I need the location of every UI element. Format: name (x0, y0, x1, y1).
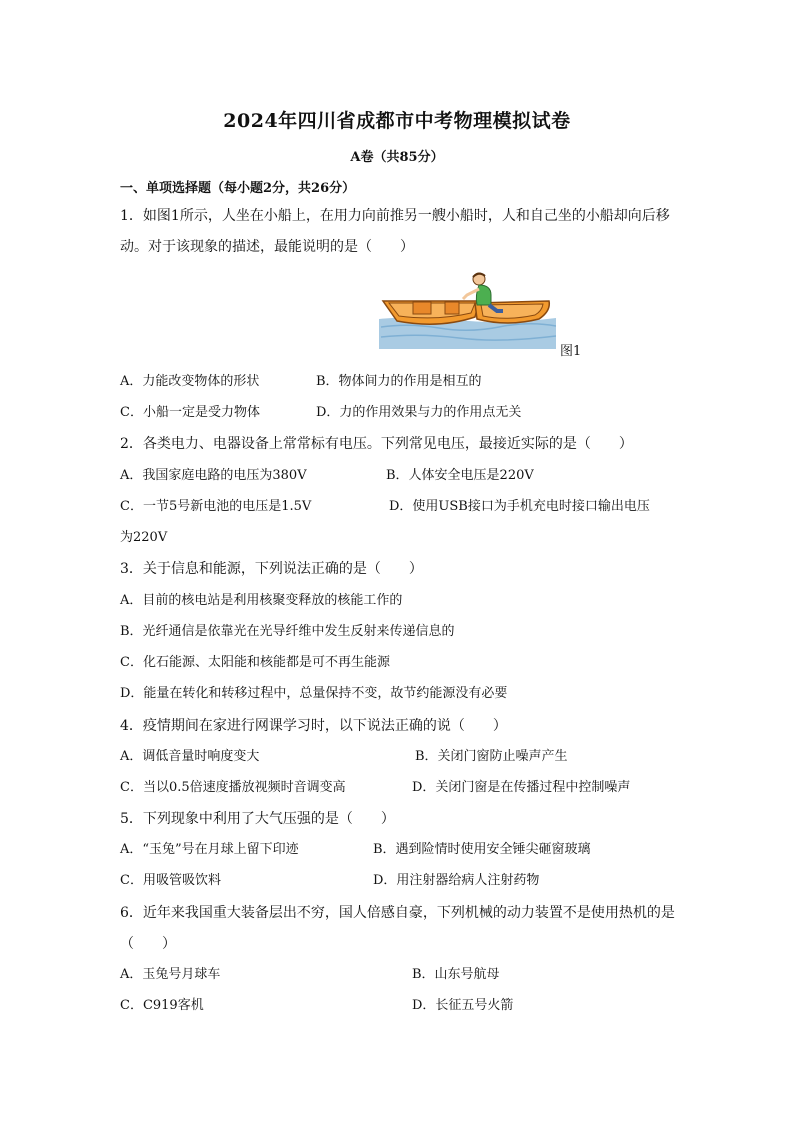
question-2-option-c: C．一节5号新电池的电压是1.5V (120, 499, 312, 514)
section-heading: 一、单项选择题（每小题2分，共26分） (120, 181, 356, 196)
paper-subtitle: A卷（共85分） (350, 150, 444, 165)
question-1-option-c: C．小船一定是受力物体 (120, 405, 260, 420)
question-3-option-d: D．能量在转化和转移过程中，总量保持不变，故节约能源没有必要 (120, 686, 508, 701)
question-6-option-a: A．玉兔号月球车 (120, 967, 221, 982)
question-2-option-b: B．人体安全电压是220V (386, 468, 534, 483)
question-1-option-a: A．力能改变物体的形状 (120, 374, 260, 389)
question-4-option-a: A．调低音量时响度变大 (120, 749, 260, 764)
question-3-option-a: A．目前的核电站是利用核聚变释放的核能工作的 (120, 593, 403, 608)
question-5-option-c: C．用吸管吸饮料 (120, 873, 221, 888)
figure-caption: 图1 (560, 344, 582, 359)
question-3-stem: 3．关于信息和能源，下列说法正确的是（ ） (120, 561, 423, 577)
question-3-option-c: C．化石能源、太阳能和核能都是可不再生能源 (120, 655, 390, 670)
question-5-option-d: D．用注射器给病人注射药物 (373, 873, 540, 888)
question-6-stem-line-1: 6．近年来我国重大装备层出不穷，国人倍感自豪，下列机械的动力装置不是使用热机的是 (120, 905, 675, 921)
question-2-option-d-continuation: 为220V (120, 530, 168, 545)
question-2-option-a: A．我国家庭电路的电压为380V (120, 468, 307, 483)
question-1-stem-line-1: 1．如图1所示，人坐在小船上，在用力向前推另一艘小船时，人和自己坐的小船却向后移 (120, 208, 670, 224)
question-5-option-b: B．遇到险情时使用安全锤尖砸窗玻璃 (373, 842, 591, 857)
question-6-option-b: B．山东号航母 (412, 967, 500, 982)
question-4-stem: 4．疫情期间在家进行网课学习时，以下说法正确的说（ ） (120, 718, 507, 734)
question-6-option-c: C．C919客机 (120, 998, 204, 1013)
question-5-option-a: A．“玉兔”号在月球上留下印迹 (120, 842, 299, 857)
question-2-option-d: D．使用USB接口为手机充电时接口输出电压 (389, 499, 650, 514)
question-4-option-c: C．当以0.5倍速度播放视频时音调变高 (120, 780, 346, 795)
question-5-stem: 5．下列现象中利用了大气压强的是（ ） (120, 811, 395, 827)
page-title: 2024年四川省成都市中考物理模拟试卷 (223, 110, 571, 132)
question-6-option-d: D．长征五号火箭 (412, 998, 514, 1013)
question-4-option-d: D．关闭门窗是在传播过程中控制噪声 (412, 780, 631, 795)
question-1-option-d: D．力的作用效果与力的作用点无关 (316, 405, 522, 420)
boat-illustration (379, 271, 556, 349)
question-1-stem-line-2: 动。对于该现象的描述，最能说明的是（ ） (120, 239, 414, 255)
boat-figure (379, 271, 556, 349)
question-6-stem-line-2: （ ） (120, 936, 176, 952)
question-1-option-b: B．物体间力的作用是相互的 (316, 374, 482, 389)
question-2-stem: 2．各类电力、电器设备上常常标有电压。下列常见电压，最接近实际的是（ ） (120, 436, 633, 452)
question-4-option-b: B．关闭门窗防止噪声产生 (415, 749, 568, 764)
question-3-option-b: B．光纤通信是依靠光在光导纤维中发生反射来传递信息的 (120, 624, 455, 639)
